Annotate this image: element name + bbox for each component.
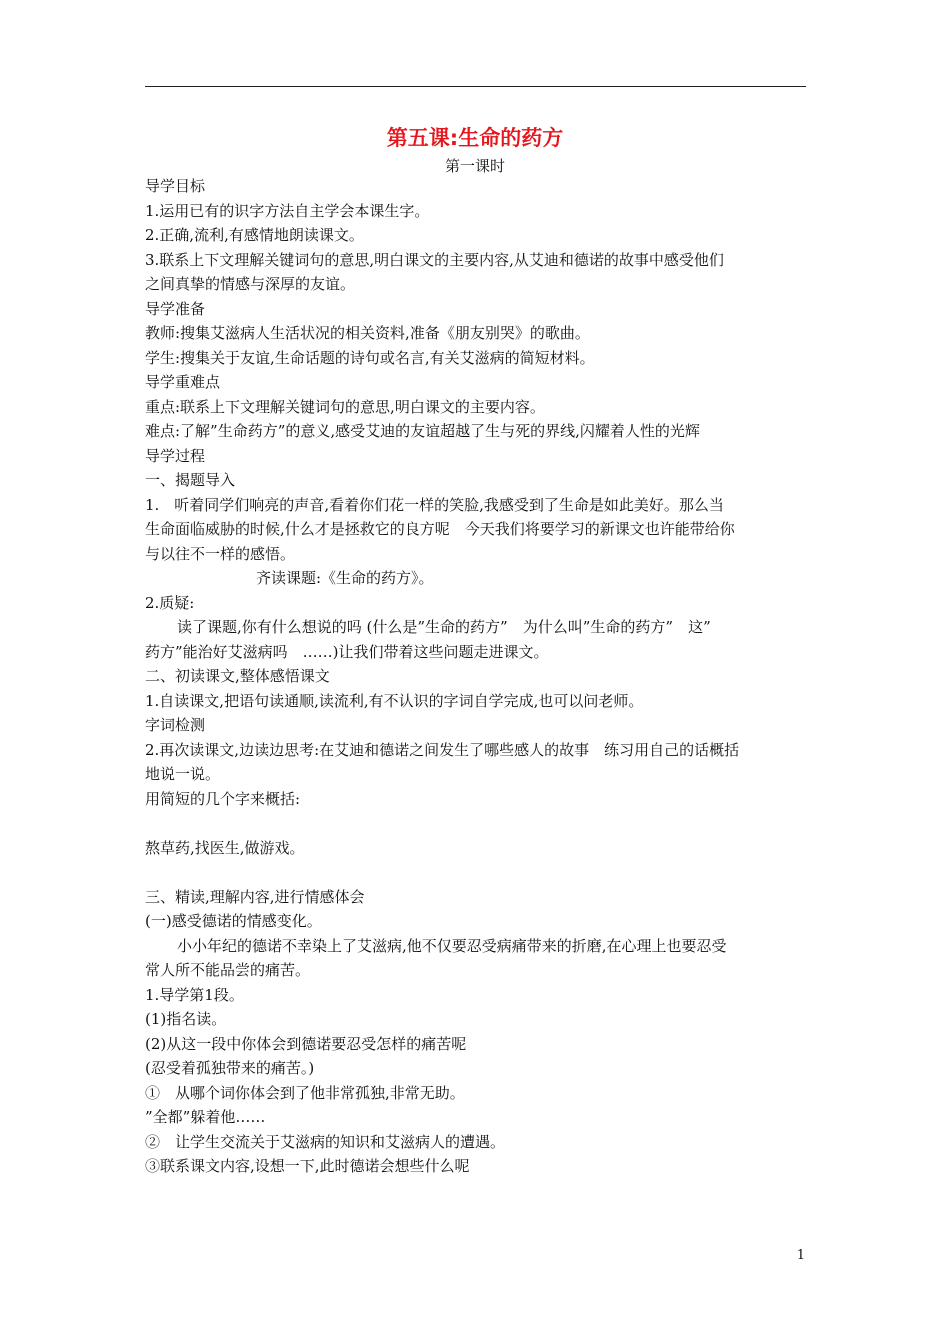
paragraph-line: ② 让学生交流关于艾滋病的知识和艾滋病人的遭遇。 <box>145 1132 506 1151</box>
section-heading: 一、揭题导入 <box>145 471 236 489</box>
paragraph-line: 难点:了解”生命药方”的意义,感受艾迪的友谊超越了生与死的界线,闪耀着人性的光辉 <box>145 422 700 440</box>
paragraph-line: (2)从这一段中你体会到德诺要忍受怎样的痛苦呢 <box>145 1034 467 1053</box>
paragraph-line: 3.联系上下文理解关键词句的意思,明白课文的主要内容,从艾迪和德诺的故事中感受他们 <box>145 250 724 269</box>
paragraph-line: 熬草药,找医生,做游戏。 <box>145 838 305 857</box>
paragraph-line: 生命面临威胁的时候,什么才是拯救它的良方呢 今天我们将要学习的新课文也许能带给你 <box>145 520 735 538</box>
section-heading: 导学准备 <box>145 299 206 318</box>
lesson-subtitle: 第一课时 <box>444 157 505 175</box>
section-heading: 字词检测 <box>145 716 206 734</box>
paragraph-line: (1)指名读。 <box>145 1010 227 1028</box>
paragraph-line: 用简短的几个字来概括: <box>145 789 301 808</box>
paragraph-line: 2.正确,流利,有感情地朗读课文。 <box>145 226 364 244</box>
paragraph-line: (忍受着孤独带来的痛苦。) <box>145 1059 315 1077</box>
paragraph-line: 学生:搜集关于友谊,生命话题的诗句或名言,有关艾滋病的简短材料。 <box>145 348 595 367</box>
header-rule <box>145 86 806 87</box>
paragraph-line: 2.再次读课文,边读边思考:在艾迪和德诺之间发生了哪些感人的故事 练习用自己的话概括 <box>145 740 740 759</box>
lesson-title: 第五课:生命的药方 <box>386 126 564 150</box>
paragraph-line: 1.运用已有的识字方法自主学会本课生字。 <box>145 201 430 220</box>
paragraph-line: ① 从哪个词你体会到了他非常孤独,非常无助。 <box>145 1083 465 1102</box>
section-heading: 二、初读课文,整体感悟课文 <box>145 667 330 685</box>
paragraph-line: 药方”能治好艾滋病吗 ……)让我们带着这些问题走进课文。 <box>145 642 549 661</box>
paragraph-line: (一)感受德诺的情感变化。 <box>145 912 322 930</box>
blank-line <box>145 860 810 885</box>
paragraph-line: ③联系课文内容,设想一下,此时德诺会想些什么呢 <box>145 1157 470 1175</box>
page-number: 1 <box>796 1248 805 1263</box>
paragraph-line: 地说一说。 <box>145 765 221 783</box>
paragraph-line: 齐读课题:《生命的药方》。 <box>256 569 434 587</box>
paragraph-line: 1.导学第1段。 <box>145 985 244 1004</box>
paragraph-line: 读了课题,你有什么想说的吗 (什么是”生命的药方” 为什么叫”生命的药方” 这” <box>177 618 711 636</box>
paragraph-line: 常人所不能品尝的痛苦。 <box>145 961 311 979</box>
paragraph-line: 教师:搜集艾滋病人生活状况的相关资料,准备《朋友别哭》的歌曲。 <box>145 324 590 342</box>
paragraph-line: 与以往不一样的感悟。 <box>145 544 296 563</box>
paragraph-line: 之间真挚的情感与深厚的友谊。 <box>145 275 356 293</box>
section-heading: 导学目标 <box>145 177 206 195</box>
paragraph-line: 1.自读课文,把语句读通顺,读流利,有不认识的字词自学完成,也可以问老师。 <box>145 691 644 710</box>
section-heading: 三、精读,理解内容,进行情感体会 <box>145 887 365 906</box>
paragraph-line: 1. 听着同学们响亮的声音,看着你们花一样的笑脸,我感受到了生命是如此美好。那么当 <box>145 495 724 514</box>
section-heading: 导学过程 <box>145 446 206 465</box>
paragraph-line: 重点:联系上下文理解关键词句的意思,明白课文的主要内容。 <box>145 397 545 416</box>
blank-line <box>145 811 810 836</box>
paragraph-line: ”全都”躲着他…… <box>145 1108 266 1126</box>
document-body <box>145 174 810 1179</box>
paragraph-line: 2.质疑: <box>145 593 195 612</box>
paragraph-line: 小小年纪的德诺不幸染上了艾滋病,他不仅要忍受病痛带来的折磨,在心理上也要忍受 <box>177 936 727 955</box>
section-heading: 导学重难点 <box>145 373 221 391</box>
